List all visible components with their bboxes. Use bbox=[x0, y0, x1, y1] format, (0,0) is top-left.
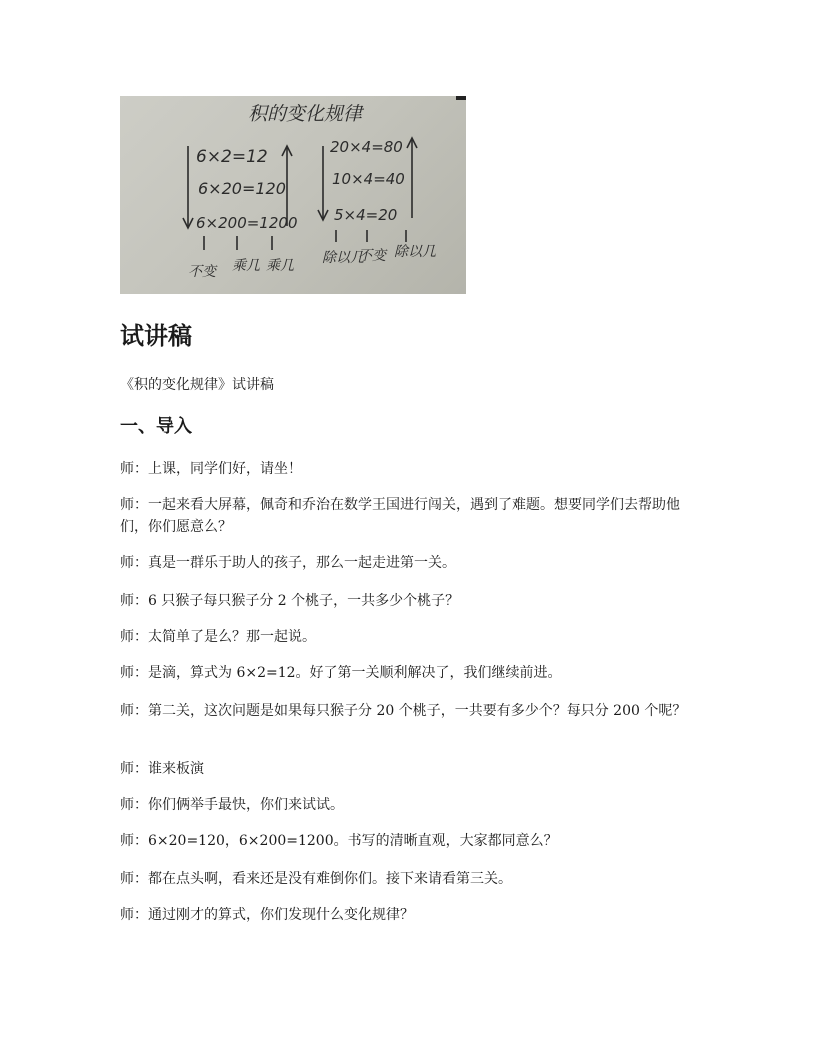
left-note-1: 不变 bbox=[188, 264, 216, 280]
right-note-3: 除以几 bbox=[394, 244, 436, 260]
left-line-1: 6×2=12 bbox=[196, 147, 268, 167]
paragraph: 师：太简单了是么？那一起说。 bbox=[120, 629, 316, 645]
left-note-3: 乘几 bbox=[266, 258, 294, 274]
right-line-2: 10×4=40 bbox=[332, 170, 405, 188]
handwritten-notes-photo bbox=[120, 96, 466, 294]
section-heading-intro: 一、导入 bbox=[120, 416, 192, 437]
left-note-2: 乘几 bbox=[232, 258, 260, 274]
paragraph: 师：真是一群乐于助人的孩子，那么一起走进第一关。 bbox=[120, 555, 456, 571]
right-note-2: 不变 bbox=[358, 248, 386, 264]
left-line-2: 6×20=120 bbox=[198, 179, 286, 198]
paragraph: 师：你们俩举手最快，你们来试试。 bbox=[120, 797, 344, 813]
right-note-1: 除以几 bbox=[322, 250, 364, 266]
paragraph: 师：一起来看大屏幕，佩奇和乔治在数学王国进行闯关，遇到了难题。想要同学们去帮助他们，你们愿意么？ bbox=[120, 497, 680, 535]
page-title: 试讲稿 bbox=[120, 322, 192, 350]
paragraph: 师：都在点头啊，看来还是没有难倒你们。接下来请看第三关。 bbox=[120, 871, 512, 887]
paragraph: 师：6×20=120，6×200=1200。书写的清晰直观，大家都同意么？ bbox=[120, 833, 558, 849]
paragraph: 师：通过刚才的算式，你们发现什么变化规律？ bbox=[120, 907, 414, 923]
paragraph: 师：谁来板演 bbox=[120, 761, 204, 777]
paragraph: 师：是滴，算式为 6×2=12。好了第一关顺利解决了，我们继续前进。 bbox=[120, 665, 562, 681]
photo-title: 积的变化规律 bbox=[248, 103, 363, 125]
document-subtitle: 《积的变化规律》试讲稿 bbox=[120, 377, 274, 393]
paragraph: 师：6 只猴子每只猴子分 2 个桃子，一共多少个桃子？ bbox=[120, 593, 460, 609]
right-line-1: 20×4=80 bbox=[330, 138, 403, 156]
left-line-3: 6×200=1200 bbox=[196, 214, 298, 232]
right-line-3: 5×4=20 bbox=[334, 206, 398, 224]
paragraph: 师：第二关，这次问题是如果每只猴子分 20 个桃子，一共要有多少个？每只分 200 个呢？ bbox=[120, 703, 687, 719]
paragraph: 师：上课，同学们好，请坐！ bbox=[120, 461, 302, 477]
